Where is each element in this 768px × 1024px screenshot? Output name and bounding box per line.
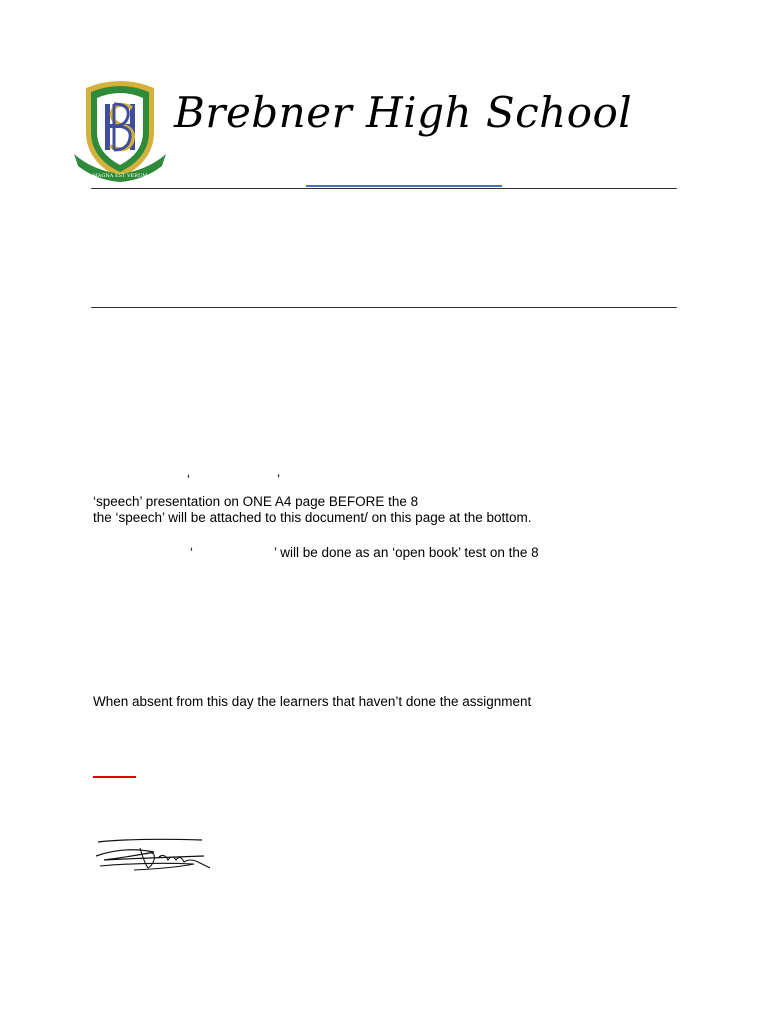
school-crest-icon xyxy=(72,74,168,186)
red-underline-marker xyxy=(93,776,136,778)
instruction-line-2: the ‘speech’ will be attached to this document/ on this page at the bottom. xyxy=(93,510,532,525)
quote-mark-close: ’ xyxy=(277,472,280,487)
instruction-line-3: ’ will be done as an ‘open book’ test on the 8 xyxy=(274,545,539,560)
signature-image xyxy=(94,832,214,874)
header-divider-top xyxy=(91,188,677,189)
quote-mark-open: ‘ xyxy=(187,472,190,487)
crest-motto: MAGNA EST VERUM xyxy=(92,173,148,179)
instruction-line-1: ‘speech’ presentation on ONE A4 page BEFORE the 8 xyxy=(93,494,419,509)
quote-mark-open-2: ‘ xyxy=(190,545,193,560)
header-divider-bottom xyxy=(91,307,677,308)
blank-link-underline[interactable] xyxy=(306,185,502,187)
school-name-heading: Brebner High School xyxy=(174,88,633,137)
instruction-line-4: When absent from this day the learners that haven’t done the assignment xyxy=(93,694,532,709)
